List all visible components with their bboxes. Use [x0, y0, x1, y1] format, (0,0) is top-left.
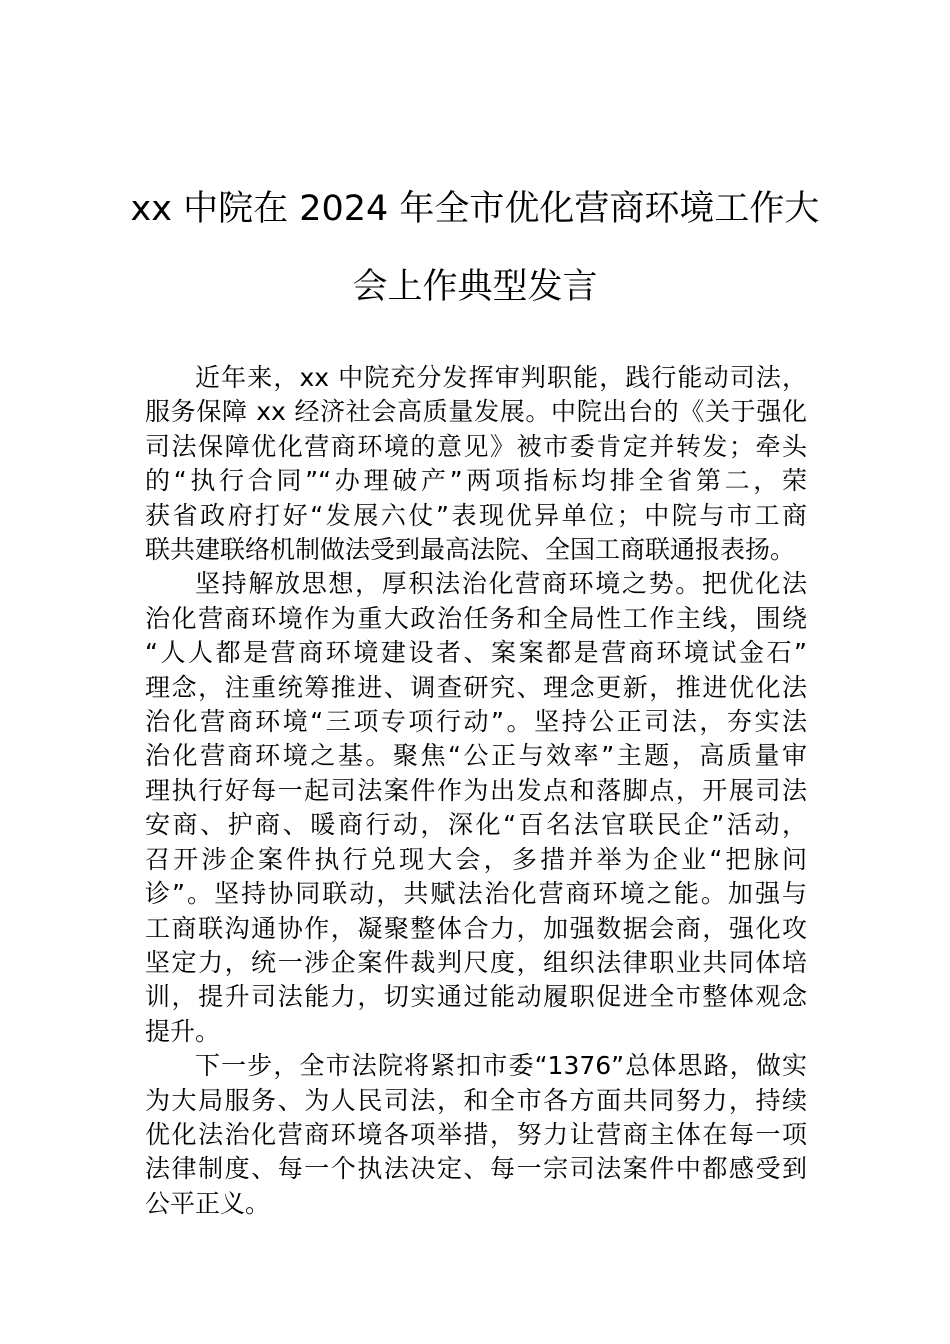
title-line-2: 会上作典型发言 — [352, 267, 598, 307]
text-line: 司法保障优化营商环境的意见》被市委肯定并转发；牵头 — [145, 431, 807, 461]
text-line: 服务保障 xx 经济社会高质量发展。中院出台的《关于强化 — [145, 397, 807, 427]
text-line: 联共建联络机制做法受到最高法院、全国工商联通报表扬。 — [145, 535, 796, 565]
text-line: 召开涉企案件执行兑现大会，多措并举为企业“把脉问 — [145, 844, 807, 874]
text-line: 获省政府打好“发展六仗”表现优异单位；中院与市工商 — [145, 500, 807, 530]
text-line: 近年来，xx 中院充分发挥审判职能，践行能动司法， — [195, 363, 807, 392]
text-line: 坚定力，统一涉企案件裁判尺度，组织法律职业共同体培 — [145, 947, 807, 977]
title-line-1: xx 中院在 2024 年全市优化营商环境工作大 — [130, 189, 820, 229]
document-body — [145, 361, 807, 1221]
text-line: 坚持解放思想，厚积法治化营商环境之势。把优化法 — [195, 569, 807, 599]
paragraph-2 — [145, 567, 807, 1049]
text-line: 理念，注重统筹推进、调查研究、理念更新，推进优化法 — [145, 672, 807, 702]
text-line: 治化营商环境之基。聚焦“公正与效率”主题，高质量审 — [145, 741, 807, 771]
text-line: 公平正义。 — [145, 1188, 271, 1218]
text-line: 治化营商环境作为重大政治任务和全局性工作主线，围绕 — [145, 603, 807, 633]
text-line: 诊”。坚持协同联动，共赋法治化营商环境之能。加强与 — [145, 879, 807, 909]
text-line: 治化营商环境“三项专项行动”。坚持公正司法，夯实法 — [145, 707, 807, 737]
text-line: 法律制度、每一个执法决定、每一宗司法案件中都感受到 — [145, 1154, 807, 1184]
paragraph-1 — [145, 361, 807, 567]
text-line: 提升。 — [145, 1016, 221, 1046]
text-line: 安商、护商、暖商行动，深化“百名法官联民企”活动， — [145, 810, 807, 840]
text-line: 工商联沟通协作，凝聚整体合力，加强数据会商，强化攻 — [145, 913, 807, 943]
text-line: 训，提升司法能力，切实通过能动履职促进全市整体观念 — [145, 982, 807, 1012]
paragraph-3 — [145, 1049, 807, 1221]
text-line: 下一步，全市法院将紧扣市委“1376”总体思路，做实 — [195, 1051, 807, 1081]
text-line: 理执行好每一起司法案件作为出发点和落脚点，开展司法 — [145, 775, 807, 805]
text-line: “人人都是营商环境建设者、案案都是营商环境试金石” — [145, 638, 807, 668]
document-title — [120, 170, 830, 326]
text-line: 优化法治化营商环境各项举措，努力让营商主体在每一项 — [145, 1119, 807, 1149]
text-line: 为大局服务、为人民司法，和全市各方面共同努力，持续 — [145, 1085, 807, 1115]
text-line: 的“执行合同”“办理破产”两项指标均排全省第二，荣 — [145, 466, 807, 496]
